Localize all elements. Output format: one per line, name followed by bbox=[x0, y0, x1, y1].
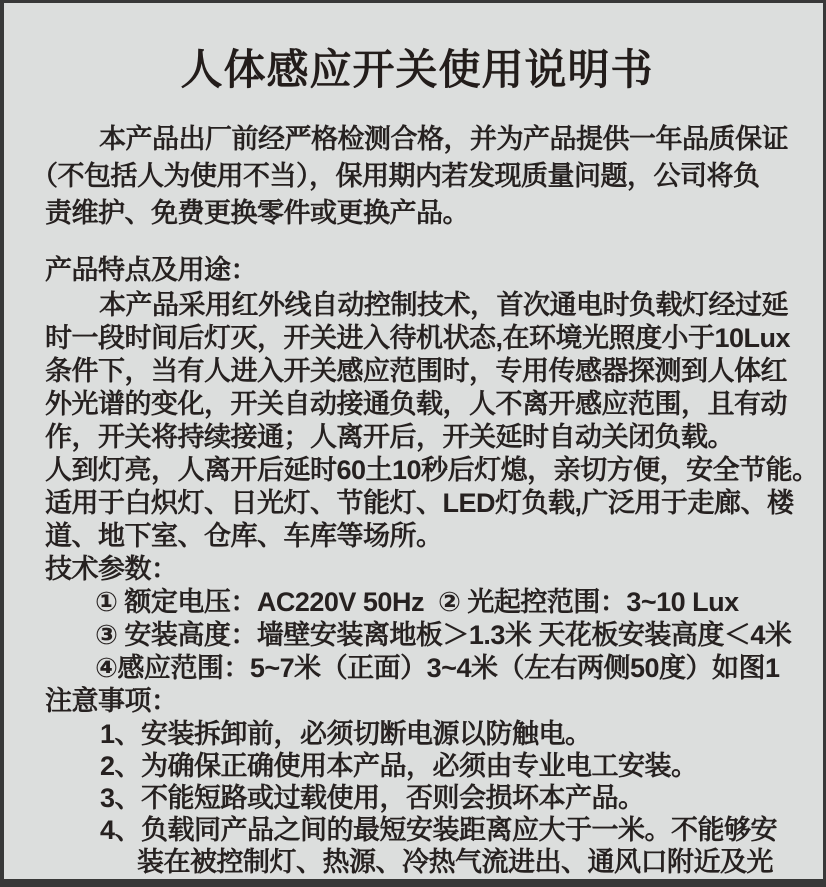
specs-section bbox=[45, 553, 792, 685]
notes-heading: 注意事项： bbox=[45, 686, 178, 716]
page-title: 人体感应开关使用说明书 bbox=[180, 46, 654, 93]
features-line: 人到灯亮，人离开后延时60土10秒后灯熄，亲切方便，安全节能。 bbox=[45, 455, 819, 485]
notes-section bbox=[45, 685, 789, 878]
warranty-line: 责维护、免费更换零件或更换产品。 bbox=[45, 198, 469, 228]
note-item: 1、安装拆卸前，必须切断电源以防触电。 bbox=[100, 719, 592, 749]
specs-heading: 技术参数： bbox=[45, 554, 178, 584]
manual-page bbox=[4, 3, 823, 879]
note-item: 2、为确保正确使用本产品，必须由专业电工安装。 bbox=[100, 751, 698, 781]
spec-item: ① 额定电压：AC220V 50Hz ② 光起控范围：3~10 Lux bbox=[95, 587, 739, 617]
features-line: 条件下，当有人进入开关感应范围时，专用传感器探测到人体红 bbox=[45, 356, 787, 386]
note-item: 3、不能短路或过载使用，否则会损坏本产品。 bbox=[100, 783, 645, 813]
warranty-section bbox=[31, 121, 789, 232]
note-item-continuation: 装在被控制灯、热源、冷热气流进出、通风口附近及光 bbox=[137, 847, 773, 877]
features-line: 时一段时间后灯灭，开关进入待机状态,在环境光照度小于10Lux bbox=[45, 323, 791, 353]
features-line: 本产品采用红外线自动控制技术，首次通电时负载灯经过延 bbox=[99, 290, 788, 320]
spec-item: ④感应范围：5~7米（正面）3~4米（左右两侧50度）如图1 bbox=[95, 653, 780, 683]
features-line: 适用于白炽灯、日光灯、节能灯、LED灯负载,广泛用于走廊、楼 bbox=[45, 488, 794, 518]
features-line: 道、地下室、仓库、车库等场所。 bbox=[45, 521, 443, 551]
note-item: 4、负载同产品之间的最短安装距离应大于一米。不能够安 bbox=[100, 815, 778, 845]
spec-item: ③ 安装高度：墙壁安装离地板＞1.3米 天花板安装高度＜4米 bbox=[95, 620, 792, 650]
warranty-line: 本产品出厂前经严格检测合格，并为产品提供一年品质保证 bbox=[99, 124, 788, 154]
features-section bbox=[45, 252, 819, 553]
warranty-line: （不包括人为使用不当），保用期内若发现质量问题，公司将负 bbox=[31, 161, 760, 191]
features-line: 作，开关将持续接通；人离开后，开关延时自动关闭负载。 bbox=[45, 422, 734, 452]
features-line: 外光谱的变化，开关自动接通负载，人不离开感应范围，且有动 bbox=[45, 389, 787, 419]
features-heading: 产品特点及用途： bbox=[45, 255, 257, 285]
